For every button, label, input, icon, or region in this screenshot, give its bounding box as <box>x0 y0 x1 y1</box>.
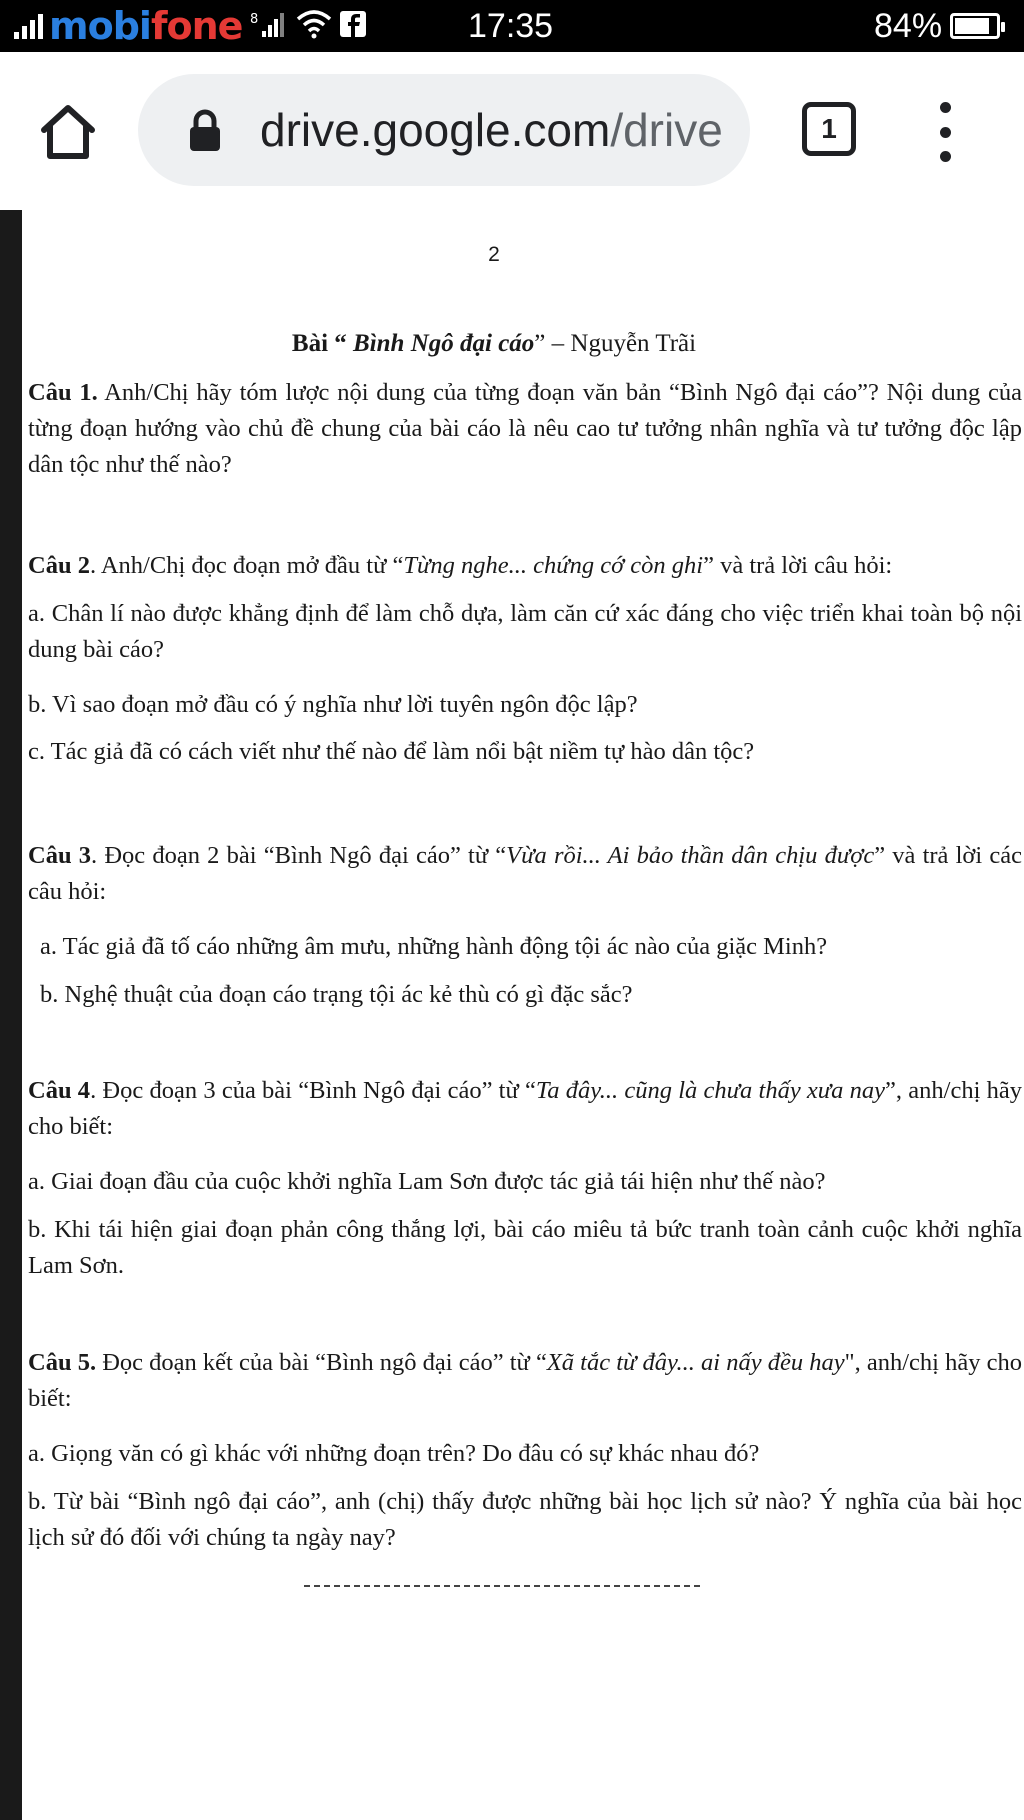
question-4-b: b. Khi tái hiện giai đoạn phản công thắng lợi, bài cáo miêu tả bức tranh toàn cảnh cuộc khởi nghĩa Lam Sơn. <box>28 1216 1022 1279</box>
clock: 17:35 <box>468 7 554 45</box>
home-button[interactable] <box>36 100 100 164</box>
document-title <box>22 330 966 358</box>
question-4-text-end: ”, anh/chị hãy cho biết: <box>28 1077 1022 1140</box>
home-icon <box>36 100 100 164</box>
question-1 <box>28 375 1022 483</box>
question-2 <box>28 548 1022 584</box>
question-5-quote: Xã tắc từ đây... ai nấy đều hay <box>546 1349 845 1376</box>
browser-toolbar <box>0 52 1024 210</box>
question-5-text: Đọc đoạn kết của bài “Bình ngô đại cáo” từ “ <box>96 1349 547 1376</box>
second-signal-icon <box>250 9 288 44</box>
title-suffix: ” – Nguyễn Trãi <box>534 330 697 357</box>
status-left <box>14 6 366 46</box>
question-2-c: c. Tác giả đã có cách viết như thế nào để làm nổi bật niềm tự hào dân tộc? <box>28 738 755 765</box>
question-1-label: Câu 1. <box>28 379 98 406</box>
question-3-label: Câu 3 <box>28 842 92 869</box>
document-page <box>22 210 1024 1820</box>
question-3-text: . Đọc đoạn 2 bài “Bình Ngô đại cáo” từ “ <box>91 842 507 869</box>
tab-switcher-button[interactable]: 1 <box>802 102 856 156</box>
page-number: 2 <box>488 243 500 266</box>
question-4-label: Câu 4 <box>28 1077 91 1104</box>
carrier-suffix: fone <box>150 4 243 48</box>
carrier-name <box>49 4 242 48</box>
question-4-a: a. Giai đoạn đầu của cuộc khởi nghĩa Lam Sơn được tác giả tái hiện như thế nào? <box>28 1168 826 1195</box>
menu-dot-icon <box>940 127 951 138</box>
question-2-a: a. Chân lí nào được khẳng định để làm chỗ dựa, làm căn cứ xác đáng cho việc triển khai toàn bộ nội dung bài cáo? <box>28 600 1022 663</box>
more-menu-button[interactable] <box>930 102 960 162</box>
question-3-a: a. Tác giả đã tố cáo những âm mưu, những hành động tội ác nào của giặc Minh? <box>40 933 828 960</box>
question-5-a: a. Giọng văn có gì khác với những đoạn trên? Do đâu có sự khác nhau đó? <box>28 1440 760 1467</box>
viewer-left-edge <box>0 210 22 1820</box>
question-5-text-end: ", anh/chị hãy cho biết: <box>28 1349 1022 1412</box>
question-3-b: b. Nghệ thuật của đoạn cáo trạng tội ác kẻ thù có gì đặc sắc? <box>40 981 633 1008</box>
svg-text:8: 8 <box>250 11 259 27</box>
question-4-text: . Đọc đoạn 3 của bài “Bình Ngô đại cáo” từ “ <box>90 1077 536 1104</box>
question-2-label: Câu 2 <box>28 552 90 579</box>
status-bar <box>0 0 1024 52</box>
wifi-icon <box>296 9 332 44</box>
menu-dot-icon <box>940 102 951 113</box>
end-divider <box>304 1585 700 1587</box>
title-prefix: Bài “ <box>291 330 354 357</box>
battery-fill <box>955 18 989 34</box>
question-2-b: b. Vì sao đoạn mở đầu có ý nghĩa như lời tuyên ngôn độc lập? <box>28 691 638 718</box>
title-italic: Bình Ngô đại cáo <box>353 330 535 357</box>
menu-dot-icon <box>940 151 951 162</box>
facebook-icon <box>340 11 366 42</box>
url-domain: drive.google.com <box>260 104 611 156</box>
battery-percent: 84% <box>874 7 943 45</box>
question-3-text-end: ” và trả lời các câu hỏi: <box>28 842 1023 905</box>
url-path: /drive <box>610 104 723 156</box>
battery-icon <box>950 13 1000 39</box>
question-1-text: Anh/Chị hãy tóm lược nội dung của từng đoạn văn bản “Bình Ngô đại cáo”? Nội dung của từng đoạn hướng vào chủ đề chung của bài cáo là nêu cao tư tưởng nhân nghĩa và tư tưởng độc lập dân tộc như thế nào? <box>28 379 1022 478</box>
question-2-quote: Từng nghe... chứng cớ còn ghi <box>403 552 704 579</box>
carrier-prefix: mobi <box>49 4 151 48</box>
address-bar[interactable] <box>138 74 750 186</box>
question-5 <box>28 1345 1022 1417</box>
question-5-b: b. Từ bài “Bình ngô đại cáo”, anh (chị) thấy được những bài học lịch sử nào? Ý nghĩa của bài học lịch sử đó đối với chúng ta ngày nay? <box>28 1488 1022 1551</box>
question-2-text: . Anh/Chị đọc đoạn mở đầu từ “ <box>89 552 404 579</box>
question-2-text-end: ” và trả lời câu hỏi: <box>703 552 893 579</box>
question-4-quote: Ta đây... cũng là chưa thấy xưa nay <box>535 1077 886 1104</box>
url-text[interactable] <box>260 103 723 157</box>
question-5-label: Câu 5. <box>28 1349 97 1376</box>
lock-icon <box>188 108 222 152</box>
question-3-quote: Vừa rồi... Ai bảo thần dân chịu được <box>506 842 875 869</box>
question-3 <box>28 838 1022 910</box>
signal-icon <box>14 13 43 39</box>
question-4 <box>28 1073 1022 1145</box>
